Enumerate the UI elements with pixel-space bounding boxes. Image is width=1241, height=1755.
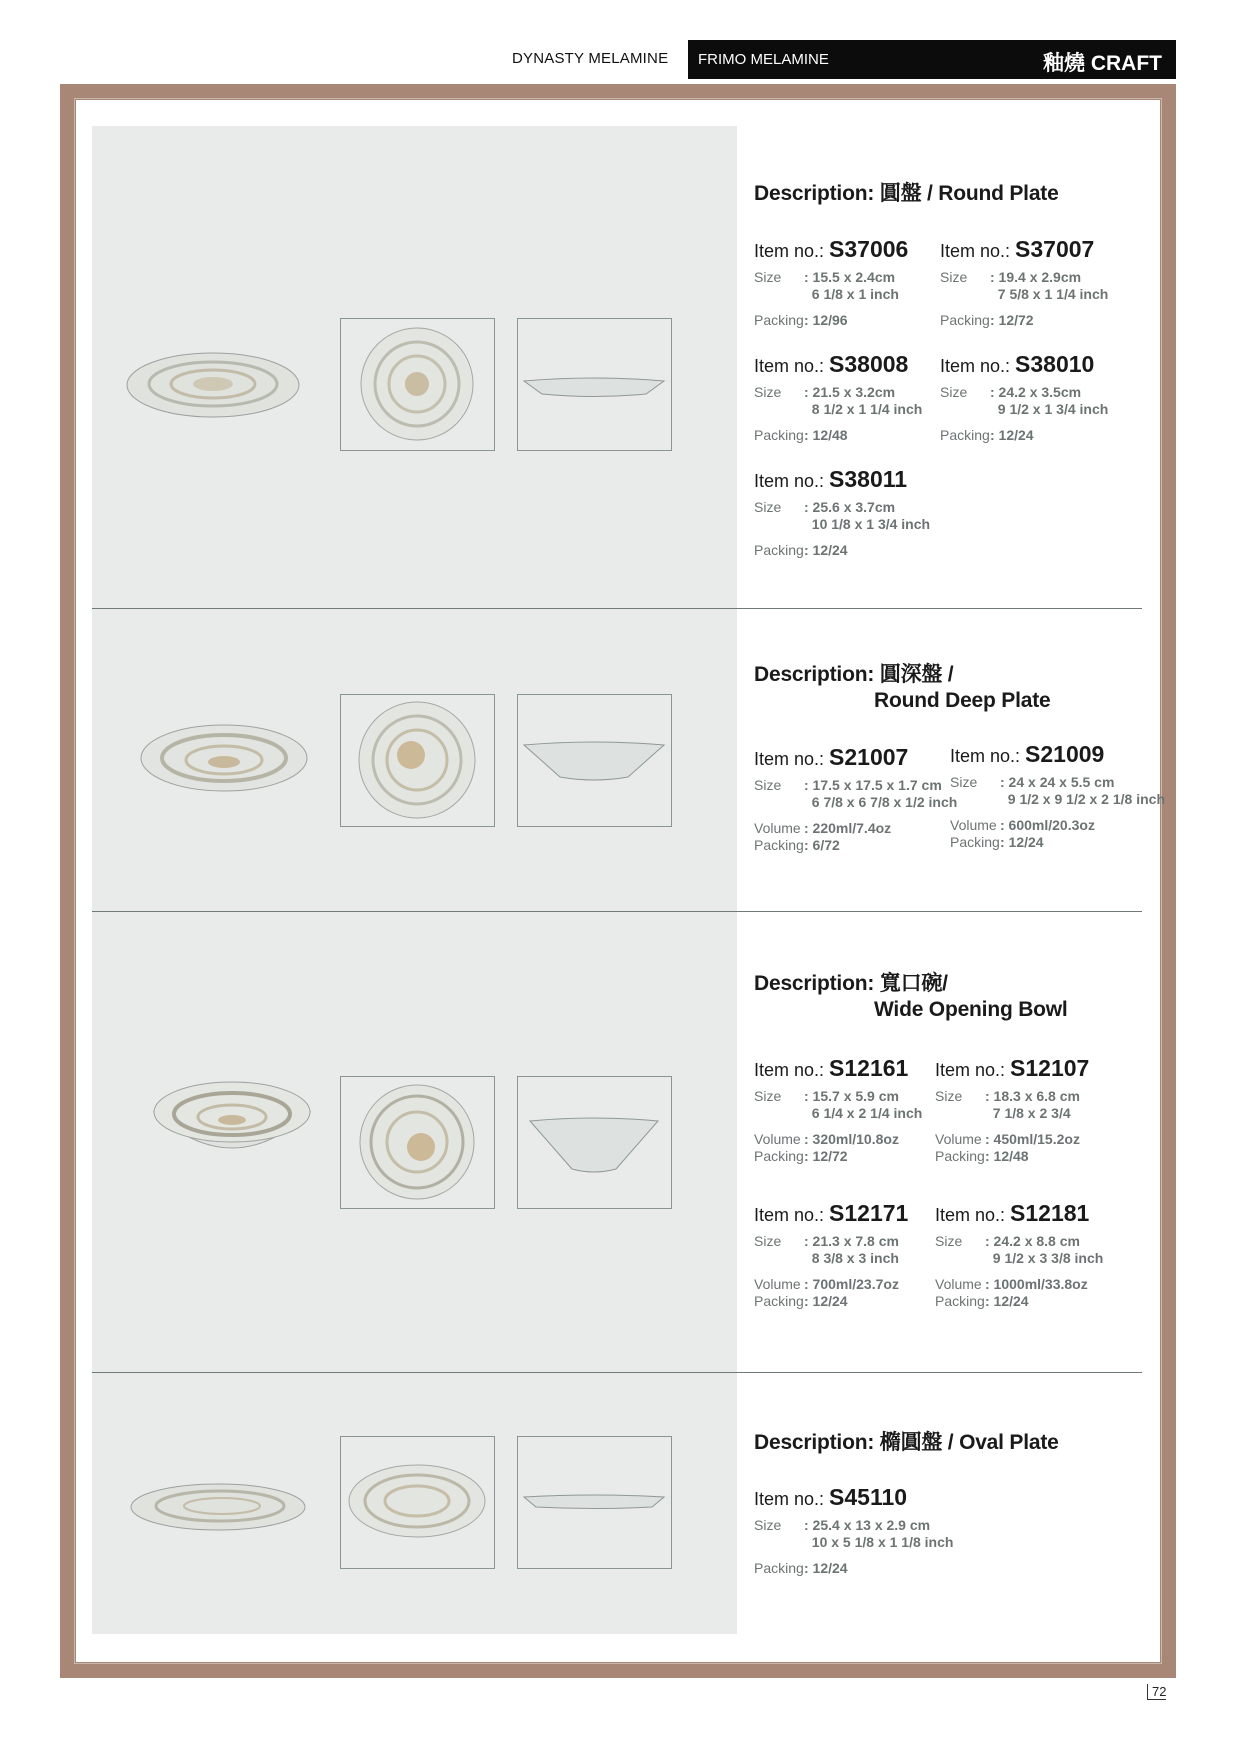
round-plate-side-photo: [518, 319, 670, 449]
round-deep-plate-side-photo: [518, 695, 670, 825]
oval-plate-top-thumbnail: [340, 1436, 495, 1569]
round-deep-plate-side-thumbnail: [517, 694, 672, 827]
item-s21007: Item no.: S21007 Size : 17.5 x 17.5 x 1.7 cm 6 7/8 x 6 7/8 x 1/2 inch Volume : 220ml/7.4oz Packing : 6/72: [754, 744, 958, 853]
brand-dynasty-label: DYNASTY MELAMINE: [512, 50, 669, 67]
round-plate-side-thumbnail: [517, 318, 672, 451]
item-s21009: Item no.: S21009 Size : 24 x 24 x 5.5 cm 9 1/2 x 9 1/2 x 2 1/8 inch Volume : 600ml/20.3oz Packing : 12/24: [950, 741, 1165, 850]
section-divider: [92, 911, 1142, 912]
description-round-deep-plate: Description: 圓深盤 / Round Deep Plate: [754, 663, 1051, 712]
round-deep-plate-top-photo: [341, 695, 493, 825]
item-s12181: Item no.: S12181 Size : 24.2 x 8.8 cm 9 1/2 x 3 3/8 inch Volume : 1000ml/33.8oz Packing : 12/24: [935, 1200, 1104, 1309]
header-bar: [688, 40, 1176, 79]
item-s37007: Item no.: S37007 Size : 19.4 x 2.9cm 7 5/8 x 1 1/4 inch Packing : 12/72: [940, 236, 1109, 328]
oval-plate-angle-photo: [128, 1480, 308, 1534]
section-divider: [92, 1372, 1142, 1373]
wide-opening-bowl-top-thumbnail: [340, 1076, 495, 1209]
item-s12107: Item no.: S12107 Size : 18.3 x 6.8 cm 7 1/8 x 2 3/4 Volume : 450ml/15.2oz Packing : 12/48: [935, 1055, 1090, 1164]
item-s12161: Item no.: S12161 Size : 15.7 x 5.9 cm 6 1/4 x 2 1/4 inch Volume : 320ml/10.8oz Packing : 12/72: [754, 1055, 923, 1164]
round-plate-top-thumbnail: [340, 318, 495, 451]
wide-opening-bowl-top-photo: [341, 1077, 493, 1207]
round-deep-plate-angle-photo: [138, 720, 310, 800]
section-divider: [92, 608, 1142, 609]
item-s37006: Item no.: S37006 Size : 15.5 x 2.4cm 6 1/8 x 1 inch Packing : 12/96: [754, 236, 909, 328]
item-s12171: Item no.: S12171 Size : 21.3 x 7.8 cm 8 3/8 x 3 inch Volume : 700ml/23.7oz Packing : 12/24: [754, 1200, 909, 1309]
wide-opening-bowl-side-thumbnail: [517, 1076, 672, 1209]
item-s38008: Item no.: S38008 Size : 21.5 x 3.2cm 8 1/2 x 1 1/4 inch Packing : 12/48: [754, 351, 923, 443]
brand-frimo-label: FRIMO MELAMINE: [698, 51, 829, 68]
item-s45110: Item no.: S45110 Size : 25.4 x 13 x 2.9 cm 10 x 5 1/8 x 1 1/8 inch Packing : 12/24: [754, 1484, 954, 1576]
wide-opening-bowl-side-photo: [518, 1077, 670, 1207]
item-s38010: Item no.: S38010 Size : 24.2 x 3.5cm 9 1/2 x 1 3/4 inch Packing : 12/24: [940, 351, 1109, 443]
oval-plate-top-photo: [341, 1437, 493, 1567]
item-s38011: Item no.: S38011 Size : 25.6 x 3.7cm 10 1/8 x 1 3/4 inch Packing : 12/24: [754, 466, 931, 558]
description-oval-plate: Description: 橢圓盤 / Oval Plate: [754, 1431, 1059, 1454]
description-wide-opening-bowl: Description: 寬口碗/ Wide Opening Bowl: [754, 972, 1068, 1021]
round-plate-angle-photo: [124, 350, 302, 420]
oval-plate-side-thumbnail: [517, 1436, 672, 1569]
page-number: 72: [1147, 1684, 1166, 1700]
craft-label: 釉燒 CRAFT: [1043, 52, 1162, 75]
wide-opening-bowl-angle-photo: [150, 1076, 314, 1194]
oval-plate-side-photo: [518, 1437, 670, 1567]
round-deep-plate-top-thumbnail: [340, 694, 495, 827]
round-plate-top-photo: [341, 319, 493, 449]
description-round-plate: Description: 圓盤 / Round Plate: [754, 182, 1059, 205]
